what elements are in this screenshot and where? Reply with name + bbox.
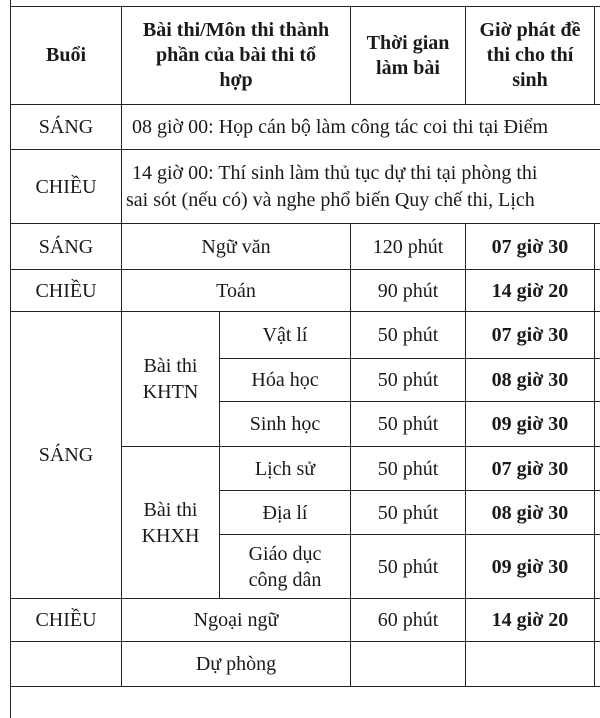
duration-cell: 90 phút (351, 270, 466, 312)
day2-morning-row (11, 224, 600, 270)
subject-cell: Lịch sử (220, 447, 351, 491)
session-cell: CHIỀU (11, 599, 122, 642)
duration-cell (351, 642, 466, 687)
release-time-cell: 14 giờ 20 (466, 270, 595, 312)
extra-cell (595, 312, 600, 359)
subject-cell: Dự phòng (122, 642, 351, 687)
day3-afternoon-row (11, 599, 600, 642)
duration-cell: 120 phút (351, 224, 466, 270)
group-label-khtn: Bài thi KHTN (122, 312, 220, 447)
release-time-cell: 14 giờ 20 (466, 599, 595, 642)
extra-cell (595, 270, 600, 312)
note-line: 14 giờ 00: Thí sinh làm thủ tục dự thi tại phòng thi (132, 161, 538, 184)
reserve-row (11, 642, 600, 687)
extra-cell (595, 491, 600, 535)
session-cell: CHIỀU (11, 150, 122, 224)
release-time-cell: 09 giờ 30 (466, 535, 595, 599)
subject-cell: Sinh học (220, 402, 351, 447)
release-time-cell: 08 giờ 30 (466, 491, 595, 535)
subject-cell: Ngoại ngữ (122, 599, 351, 642)
subject-cell: Vật lí (220, 312, 351, 359)
session-cell: SÁNG (11, 105, 122, 150)
header-row (11, 7, 600, 105)
duration-cell: 50 phút (351, 491, 466, 535)
release-time-cell (466, 642, 595, 687)
subject-cell: Giáo dục công dân (220, 535, 351, 599)
session-cell: SÁNG (11, 312, 122, 599)
khtn-row-1 (11, 312, 600, 359)
header-duration: Thời gian làm bài (351, 7, 466, 105)
duration-cell: 50 phút (351, 447, 466, 491)
session-cell (11, 642, 122, 687)
session-cell: SÁNG (11, 224, 122, 270)
subject-cell: Ngữ văn (122, 224, 351, 270)
session-cell: CHIỀU (11, 270, 122, 312)
day1-afternoon-note (122, 150, 600, 224)
note-line: sai sót (nếu có) và nghe phổ biến Quy chế thi, Lịch (126, 188, 535, 211)
header-session: Buổi (11, 7, 122, 105)
subject-cell: Toán (122, 270, 351, 312)
release-time-cell: 08 giờ 30 (466, 359, 595, 402)
subject-cell: Hóa học (220, 359, 351, 402)
extra-cell (595, 642, 600, 687)
extra-cell (595, 359, 600, 402)
release-time-cell: 07 giờ 30 (466, 447, 595, 491)
day1-afternoon-row (11, 150, 600, 224)
subject-cell: Địa lí (220, 491, 351, 535)
day1-morning-note: 08 giờ 00: Họp cán bộ làm công tác coi thi tại Điểm (122, 105, 600, 150)
duration-cell: 50 phút (351, 312, 466, 359)
extra-cell (595, 447, 600, 491)
extra-cell (595, 599, 600, 642)
release-time-cell: 07 giờ 30 (466, 224, 595, 270)
release-time-cell: 09 giờ 30 (466, 402, 595, 447)
duration-cell: 50 phút (351, 359, 466, 402)
extra-cell (595, 224, 600, 270)
day1-morning-row (11, 105, 600, 150)
duration-cell: 50 phút (351, 535, 466, 599)
group-label-khxh: Bài thi KHXH (122, 447, 220, 599)
extra-cell (595, 402, 600, 447)
exam-schedule-table (10, 6, 600, 687)
day2-afternoon-row (11, 270, 600, 312)
release-time-cell: 07 giờ 30 (466, 312, 595, 359)
duration-cell: 50 phút (351, 402, 466, 447)
extra-cell (595, 535, 600, 599)
duration-cell: 60 phút (351, 599, 466, 642)
header-subject: Bài thi/Môn thi thành phần của bài thi tổ hợp (122, 7, 351, 105)
header-extra (595, 7, 600, 105)
header-release-time: Giờ phát đề thi cho thí sinh (466, 7, 595, 105)
